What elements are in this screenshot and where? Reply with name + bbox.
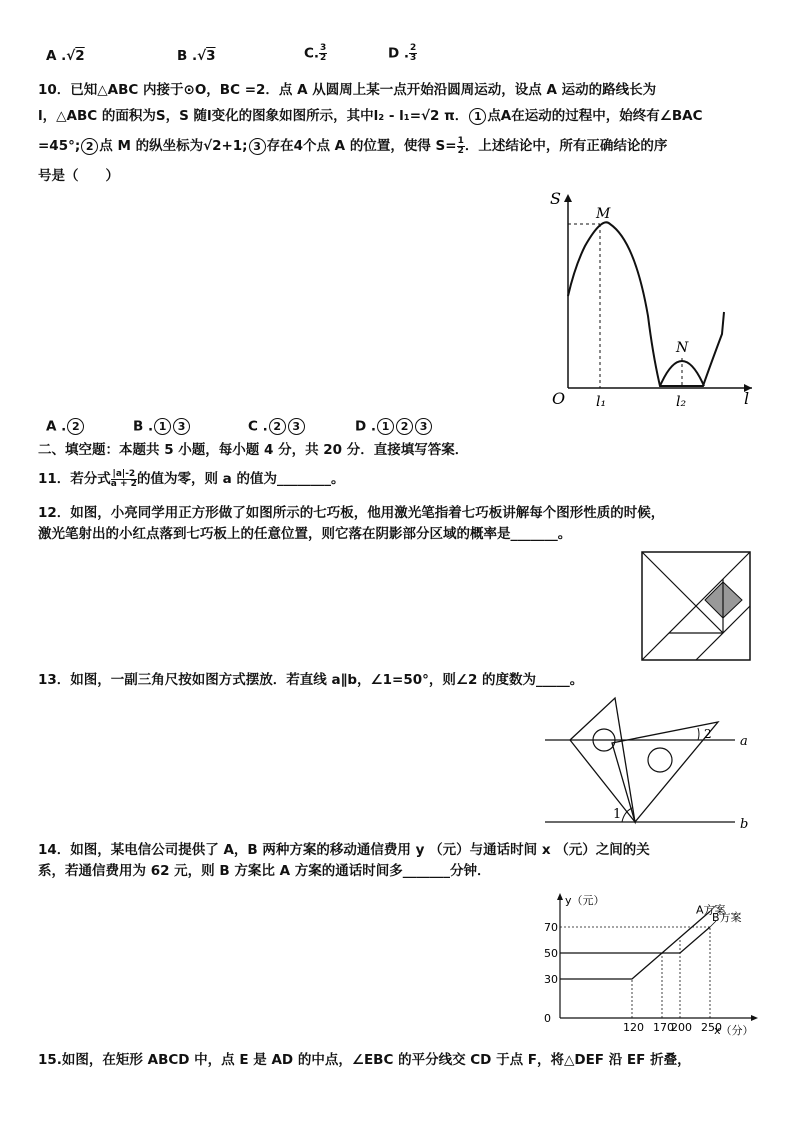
section-2-heading: 二、填空题：本题共 5 小题，每小题 4 分，共 20 分．直接填写答案． <box>38 442 469 458</box>
x-axis-arrow <box>751 1015 758 1021</box>
graph-label-s: S <box>550 189 561 208</box>
q14-chart <box>530 888 770 1038</box>
series-label: A方案 <box>696 903 726 917</box>
q9-option-d: D . $\frac{2}{3}$ <box>388 43 417 63</box>
q14-line2: 系，若通信费用为 62 元，则 B 方案比 A 方案的通话时间多_______分钟． <box>38 863 491 879</box>
y-tick-label: 0 <box>544 1012 551 1025</box>
graph-label-l2: l₂ <box>676 394 687 410</box>
graph-label-n: N <box>676 340 689 356</box>
y-tick-label: 30 <box>544 973 558 986</box>
q14-line1: 14．如图，某电信公司提供了 A，B 两种方案的移动通信费用 y （元）与通话时间 x （元）之间的关 <box>38 842 650 858</box>
q12-line1: 12．如图，小亮同学用正方形做了如图所示的七巧板，他用激光笔指着七巧板讲解每个图形性质的时候， <box>38 505 665 521</box>
q10-graph <box>520 186 760 416</box>
graph-label-l1: l₁ <box>596 394 607 410</box>
q9-option-a: A .√2 <box>46 48 85 64</box>
q12-line2: 激光笔射出的小红点落到七巧板上的任意位置，则它落在阴影部分区域的概率是_______。 <box>38 526 572 542</box>
y-tick-label: 50 <box>544 947 558 960</box>
y-tick-label: 70 <box>544 921 558 934</box>
q13-text: 13．如图，一副三角尺按如图方式摆放．若直线 a∥b，∠1=50°，则∠2 的度数为_____。 <box>38 672 584 688</box>
q10-option-b: B . 1 3 <box>133 418 191 435</box>
series-label: B方案 <box>712 911 742 924</box>
y-axis-label: y（元） <box>565 894 605 907</box>
q12-tangram <box>640 550 754 664</box>
q13-figure <box>540 690 760 835</box>
q13-label-2: 2 <box>704 727 712 741</box>
x-tick-label: 170 <box>653 1021 674 1034</box>
q9-option-c: C. $\frac{3}{2}$ <box>304 43 327 63</box>
q9-option-b: B .√3 <box>177 48 216 64</box>
x-axis-label: x（分） <box>714 1024 754 1037</box>
q13-label-1: 1 <box>613 807 622 822</box>
x-tick-label: 250 <box>701 1021 722 1034</box>
q10-line2: l，△ABC 的面积为S，S 随l变化的图象如图所示，其中l₂ - l₁=√2 π． 1 点A在运动的过程中，始终有∠BAC <box>38 108 703 124</box>
graph-label-m: M <box>596 206 611 222</box>
q11-text: 11．若分式 $\frac{|a|-2}{a + 2}$ 的值为零，则 a 的值为________。 <box>38 468 345 489</box>
q10-option-a: A . 2 <box>46 418 85 435</box>
graph-label-o: O <box>552 389 566 408</box>
q10-line3: =45°; 2 点 M 的纵坐标为√2+1; 3 存在4个点 A 的位置，使得 S= $\frac{1}{2}$ ．上述结论中，所有正确结论的序 <box>38 135 668 156</box>
q15-text: 15.如图，在矩形 ABCD 中，点 E 是 AD 的中点，∠EBC 的平分线交 CD 于点 F，将△DEF 沿 EF 折叠， <box>38 1052 691 1068</box>
q13-label-a: a <box>740 734 748 749</box>
q13-label-b: b <box>740 817 749 832</box>
y-axis-arrow <box>557 893 563 900</box>
q10-option-d: D . 1 2 3 <box>355 418 433 435</box>
q10-option-c: C . 2 3 <box>248 418 306 435</box>
graph-label-l: l <box>744 389 750 408</box>
series-line <box>560 911 710 979</box>
x-tick-label: 120 <box>623 1021 644 1034</box>
x-tick-label: 200 <box>671 1021 692 1034</box>
q10-line4: 号是（ ） <box>38 168 119 184</box>
q10-line1: 10．已知△ABC 内接于⊙O，BC =2．点 A 从圆周上某一点开始沿圆周运动，设点 A 运动的路线长为 <box>38 82 657 98</box>
